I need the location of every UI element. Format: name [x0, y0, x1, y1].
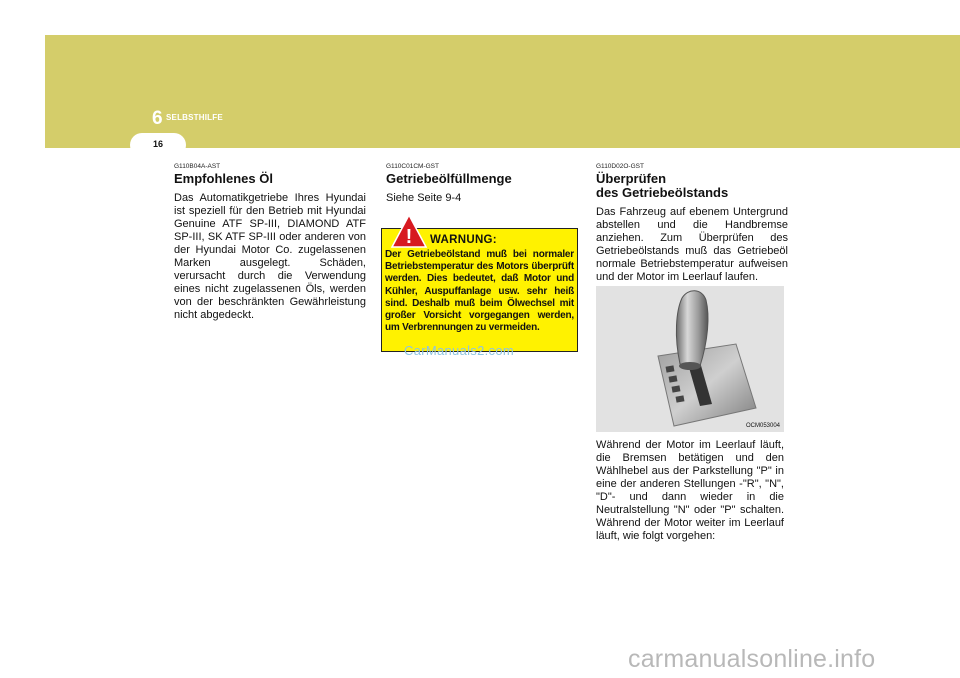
section-body: Das Fahrzeug auf ebenem Untergrund abstellen und die Handbremse anziehen. Zum Überprüfen des Getriebeölstands muß das Getriebeöl normale Betriebstemperatur aufweisen und der Motor im Leerlauf laufen.	[596, 206, 788, 283]
gear-shift-illustration	[596, 286, 784, 432]
section-body: Das Automatikgetriebe Ihres Hyundai ist speziell für den Betrieb mit Hyundai Genuine ATF SP-III, DIAMOND ATF SP-III, SK ATF SP-III oder anderen von der Hyundai Motor Co. zugelassenen Marken ausgelegt. Schäden, verursacht durch die Verwendung eines nicht zugelassenen Öls, werden von der beschränkten Gewährleistung nicht abgedeckt.	[174, 192, 366, 321]
warning-symbol: !	[405, 226, 413, 248]
section-code: G110C01CM-GST	[386, 163, 439, 170]
column-fill-quantity	[386, 163, 578, 205]
section-body-continued: Während der Motor im Leerlauf läuft, die Bremsen betätigen und den Wählhebel aus der Parkstellung "P" in eine der anderen Stellungen -"R", "N", "D"- und dann wieder in die Neutralstellung "N" oder "P" schalten. Während der Motor weiter im Leerlauf läuft, wie folgt vorgehen:	[596, 439, 784, 542]
section-code: G110D02O-GST	[596, 163, 644, 170]
carmanuals-watermark: CarManuals2.com	[404, 343, 514, 358]
section-code: G110B04A-AST	[174, 163, 221, 170]
section-title: SELBSTHILFE	[166, 113, 223, 122]
warning-title: WARNUNG:	[430, 234, 497, 246]
section-body: Siehe Seite 9-4	[386, 192, 462, 204]
warning-text: Der Getriebeölstand muß bei normaler Betriebstemperatur des Motors überprüft werden. Dies bedeutet, daß Motor und Kühler, Auspuffanlage usw. sehr heiß sind. Deshalb muß beim Ölwechsel mit großer Vorsicht vorgegangen werden, um Verbrennungen zu vermeiden.	[385, 249, 574, 334]
figure-code: OCM053004	[746, 423, 781, 429]
section-heading: Überprüfen	[596, 171, 667, 186]
header-band	[45, 35, 960, 148]
page-number: 16	[152, 139, 163, 149]
gear-selector-figure	[596, 286, 784, 432]
footer-watermark: carmanualsonline.info	[628, 645, 876, 673]
column-recommended-oil	[174, 163, 366, 322]
section-heading: Empfohlenes Öl	[174, 171, 273, 186]
chapter-number: 6	[152, 108, 163, 129]
column-check-oil-level-continued	[596, 439, 784, 543]
section-heading: Getriebeölfüllmenge	[386, 171, 512, 186]
section-heading-line2: des Getriebeölstands	[596, 185, 729, 200]
warning-triangle-icon	[391, 214, 427, 248]
column-check-oil-level	[596, 163, 788, 284]
